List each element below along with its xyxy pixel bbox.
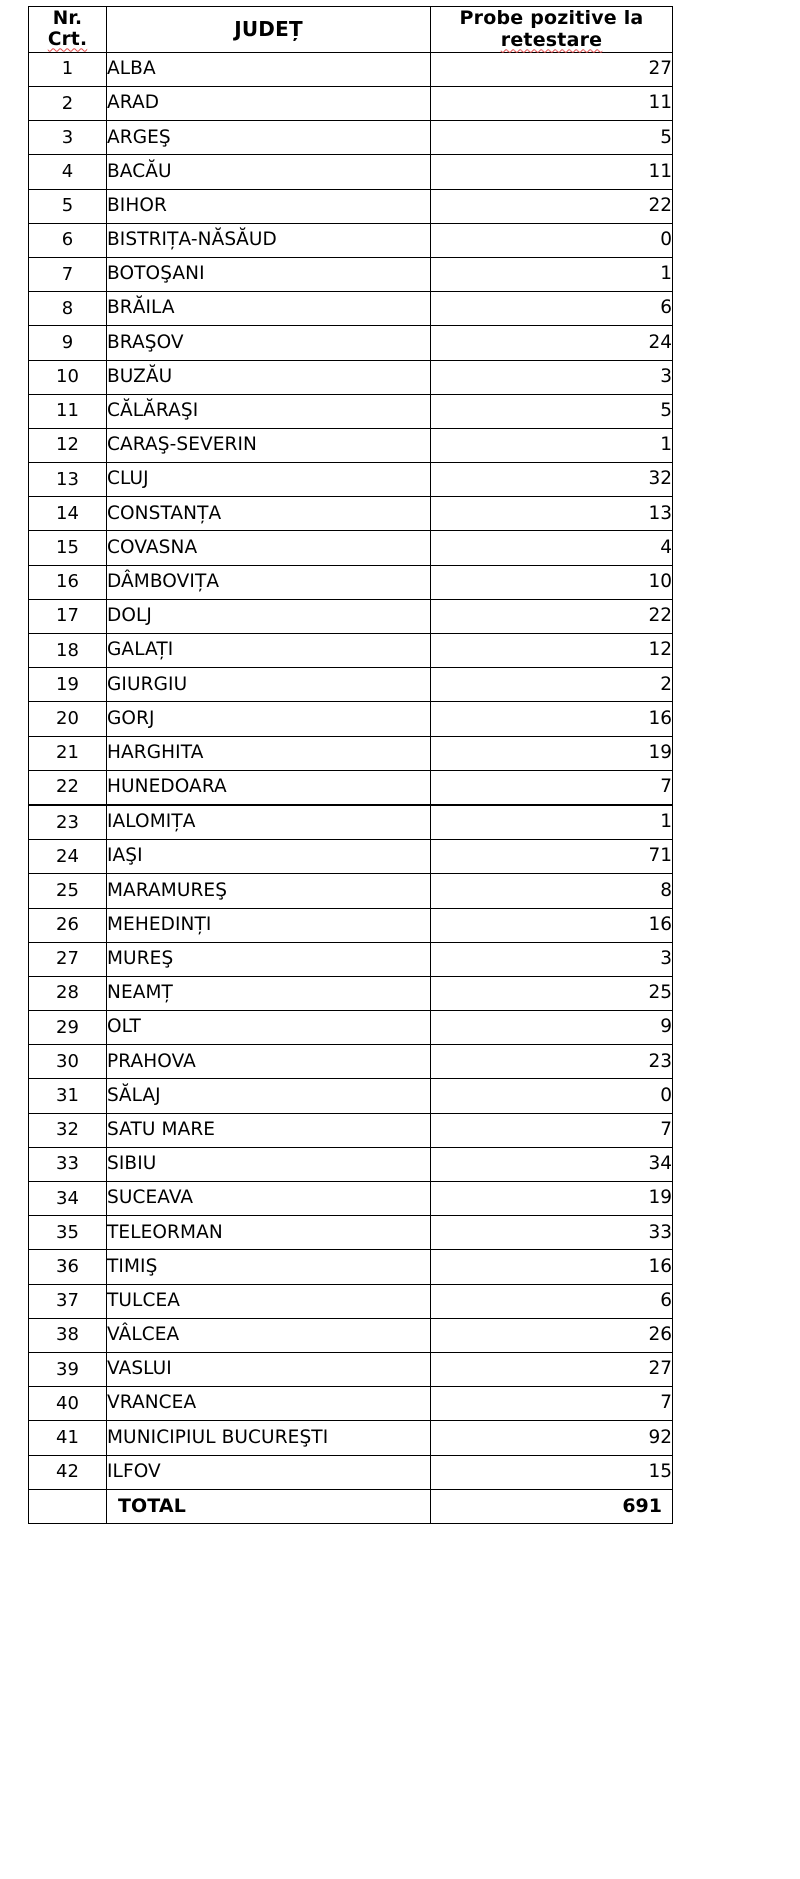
cell-judet: CLUJ (107, 463, 431, 497)
cell-positive-retests: 12 (431, 634, 673, 668)
table-row (29, 1387, 673, 1421)
cell-positive-retests: 7 (431, 1113, 673, 1147)
cell-nr: 39 (29, 1352, 107, 1386)
cell-judet: ALBA (107, 52, 431, 86)
cell-judet: CĂLĂRAŞI (107, 394, 431, 428)
cell-positive-retests: 19 (431, 1182, 673, 1216)
cell-positive-retests: 16 (431, 1250, 673, 1284)
cell-nr: 7 (29, 257, 107, 291)
cell-positive-retests: 11 (431, 155, 673, 189)
cell-positive-retests: 2 (431, 668, 673, 702)
cell-positive-retests: 22 (431, 599, 673, 633)
cell-positive-retests: 13 (431, 497, 673, 531)
cell-positive-retests: 1 (431, 805, 673, 840)
table-header (29, 7, 673, 53)
cell-judet: SIBIU (107, 1147, 431, 1181)
cell-nr: 25 (29, 874, 107, 908)
cell-positive-retests: 5 (431, 121, 673, 155)
cell-judet: DÂMBOVIȚA (107, 565, 431, 599)
cell-judet: SUCEAVA (107, 1182, 431, 1216)
cell-nr: 24 (29, 840, 107, 874)
table-row (29, 1216, 673, 1250)
cell-judet: TULCEA (107, 1284, 431, 1318)
cell-nr: 3 (29, 121, 107, 155)
cell-positive-retests: 15 (431, 1455, 673, 1489)
table-row (29, 1318, 673, 1352)
cell-nr: 31 (29, 1079, 107, 1113)
cell-judet: COVASNA (107, 531, 431, 565)
cell-nr: 35 (29, 1216, 107, 1250)
cell-positive-retests: 27 (431, 52, 673, 86)
cell-nr: 22 (29, 770, 107, 805)
cell-judet: BACĂU (107, 155, 431, 189)
cell-judet: NEAMȚ (107, 976, 431, 1010)
table-row (29, 463, 673, 497)
cell-positive-retests: 3 (431, 360, 673, 394)
cell-total-nr (29, 1489, 107, 1523)
cell-positive-retests: 71 (431, 840, 673, 874)
table-row (29, 874, 673, 908)
table-row (29, 1182, 673, 1216)
table-row (29, 394, 673, 428)
cell-nr: 1 (29, 52, 107, 86)
cell-nr: 28 (29, 976, 107, 1010)
table-row (29, 189, 673, 223)
table-row (29, 1250, 673, 1284)
cell-nr: 5 (29, 189, 107, 223)
cell-positive-retests: 4 (431, 531, 673, 565)
cell-judet: MARAMUREŞ (107, 874, 431, 908)
cell-judet: ARGEŞ (107, 121, 431, 155)
table-row (29, 428, 673, 462)
cell-positive-retests: 0 (431, 1079, 673, 1113)
cell-judet: PRAHOVA (107, 1045, 431, 1079)
cell-total-label: TOTAL (107, 1489, 431, 1523)
table-row (29, 942, 673, 976)
cell-positive-retests: 22 (431, 189, 673, 223)
cell-judet: CARAŞ-SEVERIN (107, 428, 431, 462)
table-total-row (29, 1489, 673, 1523)
cell-nr: 14 (29, 497, 107, 531)
table-row (29, 840, 673, 874)
cell-judet: BRAŞOV (107, 326, 431, 360)
cell-judet: BRĂILA (107, 292, 431, 326)
column-header-nr (29, 7, 107, 53)
cell-nr: 34 (29, 1182, 107, 1216)
table-row (29, 805, 673, 840)
cell-judet: ILFOV (107, 1455, 431, 1489)
cell-nr: 33 (29, 1147, 107, 1181)
cell-positive-retests: 27 (431, 1352, 673, 1386)
table-row (29, 121, 673, 155)
cell-nr: 12 (29, 428, 107, 462)
table-body (29, 52, 673, 1523)
cell-judet: GIURGIU (107, 668, 431, 702)
cell-positive-retests: 6 (431, 1284, 673, 1318)
cell-nr: 37 (29, 1284, 107, 1318)
cell-judet: GORJ (107, 702, 431, 736)
table-row (29, 1011, 673, 1045)
cell-judet: DOLJ (107, 599, 431, 633)
cell-positive-retests: 32 (431, 463, 673, 497)
cell-nr: 9 (29, 326, 107, 360)
cell-judet: TELEORMAN (107, 1216, 431, 1250)
cell-positive-retests: 3 (431, 942, 673, 976)
cell-positive-retests: 24 (431, 326, 673, 360)
cell-positive-retests: 92 (431, 1421, 673, 1455)
table-header-row (29, 7, 673, 53)
cell-nr: 21 (29, 736, 107, 770)
table-row (29, 736, 673, 770)
cell-judet: HUNEDOARA (107, 770, 431, 805)
cell-nr: 30 (29, 1045, 107, 1079)
cell-nr: 40 (29, 1387, 107, 1421)
cell-positive-retests: 10 (431, 565, 673, 599)
table-row (29, 497, 673, 531)
cell-nr: 11 (29, 394, 107, 428)
cell-nr: 20 (29, 702, 107, 736)
cell-judet: BOTOŞANI (107, 257, 431, 291)
cell-nr: 10 (29, 360, 107, 394)
cell-positive-retests: 34 (431, 1147, 673, 1181)
cell-nr: 2 (29, 87, 107, 121)
cell-judet: BUZĂU (107, 360, 431, 394)
cell-nr: 4 (29, 155, 107, 189)
column-header-judet: JUDEȚ (107, 7, 431, 53)
table-row (29, 223, 673, 257)
table-row (29, 292, 673, 326)
table-row (29, 257, 673, 291)
cell-judet: ARAD (107, 87, 431, 121)
cell-judet: SATU MARE (107, 1113, 431, 1147)
cell-nr: 16 (29, 565, 107, 599)
cell-judet: VASLUI (107, 1352, 431, 1386)
table-row (29, 87, 673, 121)
cell-judet: IAŞI (107, 840, 431, 874)
cell-total-value: 691 (431, 1489, 673, 1523)
cell-positive-retests: 1 (431, 428, 673, 462)
table-row (29, 770, 673, 805)
cell-nr: 17 (29, 599, 107, 633)
table-row (29, 1113, 673, 1147)
cell-nr: 19 (29, 668, 107, 702)
cell-judet: VÂLCEA (107, 1318, 431, 1352)
cell-positive-retests: 9 (431, 1011, 673, 1045)
cell-positive-retests: 5 (431, 394, 673, 428)
cell-judet: GALAȚI (107, 634, 431, 668)
table-row (29, 565, 673, 599)
table-row (29, 531, 673, 565)
cell-positive-retests: 7 (431, 770, 673, 805)
table-row (29, 1079, 673, 1113)
cell-positive-retests: 19 (431, 736, 673, 770)
cell-judet: TIMIŞ (107, 1250, 431, 1284)
table-row (29, 1352, 673, 1386)
column-header-positive-retests-line1: Probe pozitive la (459, 7, 644, 29)
table-row (29, 326, 673, 360)
cell-judet: IALOMIȚA (107, 805, 431, 840)
cell-nr: 32 (29, 1113, 107, 1147)
table-row (29, 634, 673, 668)
cell-nr: 42 (29, 1455, 107, 1489)
cell-positive-retests: 7 (431, 1387, 673, 1421)
table-row (29, 1421, 673, 1455)
cell-nr: 26 (29, 908, 107, 942)
column-header-positive-retests-line2: retestare (500, 29, 603, 52)
cell-nr: 38 (29, 1318, 107, 1352)
cell-judet: BISTRIȚA-NĂSĂUD (107, 223, 431, 257)
cell-positive-retests: 8 (431, 874, 673, 908)
cell-nr: 27 (29, 942, 107, 976)
cell-nr: 23 (29, 805, 107, 840)
cell-positive-retests: 33 (431, 1216, 673, 1250)
table-row (29, 599, 673, 633)
document-page (0, 6, 800, 1879)
counties-positive-retests-table (28, 6, 673, 1524)
cell-judet: MUREŞ (107, 942, 431, 976)
cell-positive-retests: 26 (431, 1318, 673, 1352)
cell-positive-retests: 23 (431, 1045, 673, 1079)
cell-nr: 8 (29, 292, 107, 326)
table-row (29, 360, 673, 394)
cell-judet: CONSTANȚA (107, 497, 431, 531)
cell-nr: 36 (29, 1250, 107, 1284)
column-header-nr-line2: Crt. (47, 29, 88, 51)
column-header-positive-retests (431, 7, 673, 53)
cell-judet: SĂLAJ (107, 1079, 431, 1113)
cell-judet: VRANCEA (107, 1387, 431, 1421)
cell-judet: BIHOR (107, 189, 431, 223)
cell-judet: HARGHITA (107, 736, 431, 770)
table-row (29, 1455, 673, 1489)
table-row (29, 668, 673, 702)
table-row (29, 702, 673, 736)
cell-positive-retests: 25 (431, 976, 673, 1010)
table-row (29, 52, 673, 86)
cell-nr: 15 (29, 531, 107, 565)
cell-nr: 13 (29, 463, 107, 497)
cell-positive-retests: 6 (431, 292, 673, 326)
cell-positive-retests: 16 (431, 702, 673, 736)
cell-positive-retests: 11 (431, 87, 673, 121)
cell-positive-retests: 0 (431, 223, 673, 257)
cell-nr: 6 (29, 223, 107, 257)
cell-judet: MEHEDINȚI (107, 908, 431, 942)
cell-nr: 29 (29, 1011, 107, 1045)
cell-judet: OLT (107, 1011, 431, 1045)
table-row (29, 908, 673, 942)
table-row (29, 1045, 673, 1079)
table-row (29, 976, 673, 1010)
table-row (29, 1284, 673, 1318)
cell-positive-retests: 1 (431, 257, 673, 291)
cell-nr: 18 (29, 634, 107, 668)
cell-positive-retests: 16 (431, 908, 673, 942)
cell-nr: 41 (29, 1421, 107, 1455)
cell-judet: MUNICIPIUL BUCUREŞTI (107, 1421, 431, 1455)
table-row (29, 155, 673, 189)
column-header-nr-line1: Nr. (52, 7, 83, 29)
table-row (29, 1147, 673, 1181)
